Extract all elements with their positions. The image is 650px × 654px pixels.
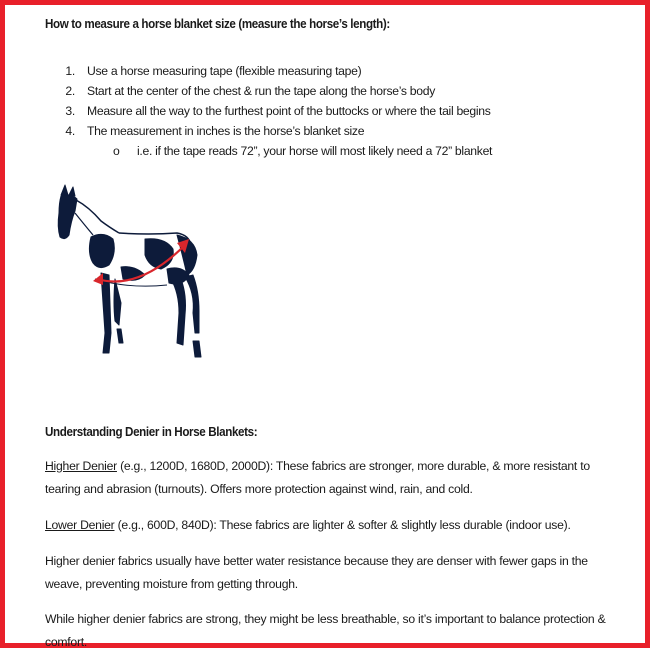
step-number: 3. xyxy=(65,104,75,118)
higher-denier-label: Higher Denier xyxy=(45,459,117,473)
list-item xyxy=(55,121,615,141)
sub-bullet: o xyxy=(113,144,120,158)
step-number: 2. xyxy=(65,84,75,98)
sub-list-item xyxy=(55,141,615,161)
step-number: 4. xyxy=(65,124,75,138)
balance-paragraph: While higher denier fabrics are strong, they might be less breathable, so it’s important to balance protection & comfort. xyxy=(45,612,606,649)
lower-denier-label: Lower Denier xyxy=(45,518,115,532)
step-text: Use a horse measuring tape (flexible measuring tape) xyxy=(87,64,362,78)
higher-denier-text: (e.g., 1200D, 1680D, 2000D): These fabrics are stronger, more durable, & more resistant to tearing and abrasion (turnouts). Offers more protection against wind, rain, and cold. xyxy=(45,459,590,496)
step-text: Measure all the way to the furthest point of the buttocks or where the tail begins xyxy=(87,104,491,118)
higher-denier-paragraph xyxy=(45,455,625,501)
measure-steps-list xyxy=(55,61,615,161)
step-text: Start at the center of the chest & run the tape along the horse’s body xyxy=(87,84,436,98)
lower-denier-text: (e.g., 600D, 840D): These fabrics are lighter & softer & slightly less durable (indoor use). xyxy=(114,518,571,532)
list-item xyxy=(55,61,615,81)
denier-section-title: Understanding Denier in Horse Blankets: xyxy=(45,425,258,439)
horse-measuring-illustration-icon xyxy=(49,183,209,368)
step-number: 1. xyxy=(65,64,75,78)
water-resistance-paragraph: Higher denier fabrics usually have better water resistance because they are denser with fewer gaps in the weave, preventing moisture from getting through. xyxy=(45,554,588,591)
list-item xyxy=(55,81,615,101)
step-text: The measurement in inches is the horse’s blanket size xyxy=(87,124,365,138)
list-item xyxy=(55,101,615,121)
sub-item-text: i.e. if the tape reads 72”, your horse will most likely need a 72” blanket xyxy=(137,144,493,158)
lower-denier-paragraph xyxy=(45,514,625,537)
measure-heading: How to measure a horse blanket size (measure the horse’s length): xyxy=(45,17,390,31)
